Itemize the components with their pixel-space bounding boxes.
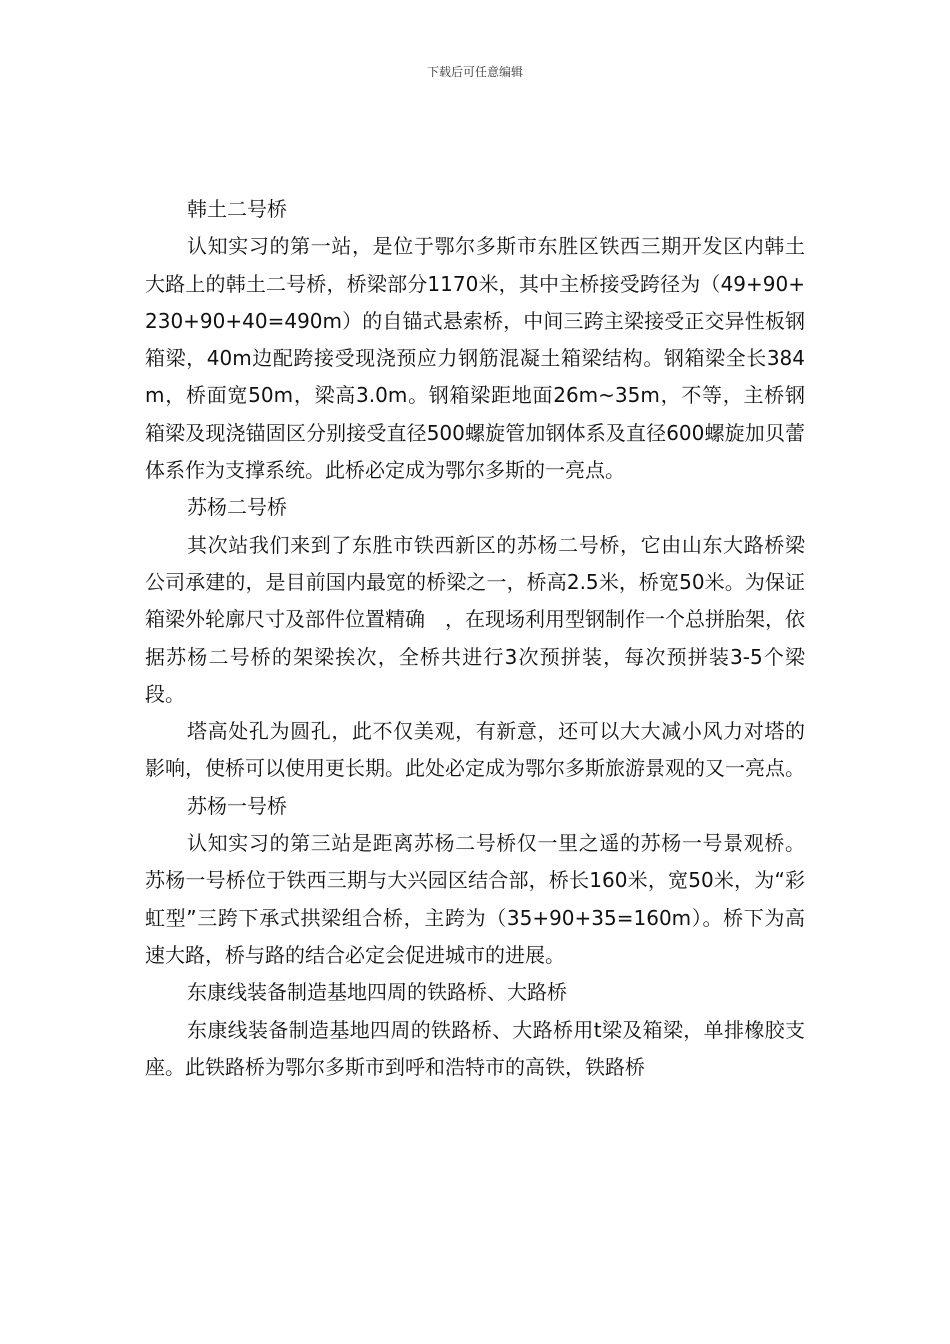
paragraph-hantu-bridge-2: 认知实习的第一站，是位于鄂尔多斯市东胜区铁西三期开发区内韩土大路上的韩土二号桥，桥梁部分1170米，其中主桥接受跨径为（49+90+230+90+40=490m）的自锚式悬索桥，中间三跨主梁接受正交异性板钢箱梁，40m边配跨接受现浇预应力钢筋混凝土箱梁结构。钢箱梁全长384m，桥面宽50m，梁高3.0m。钢箱梁距地面26m~35m，不等，主桥钢箱梁及现浇锚固区分别接受直径500螺旋管加钢体系及直径600螺旋加贝蕾体系作为支撑系统。此桥必定成为鄂尔多斯的一亮点。 <box>145 234 805 483</box>
section-heading-dongkang-bridges: 东康线装备制造基地四周的铁路桥、大路桥 <box>187 980 567 1005</box>
paragraph-suyang-bridge-1: 认知实习的第三站是距离苏杨二号桥仅一里之遥的苏杨一号景观桥。苏杨一号桥位于铁西三期与大兴园区结合部，桥长160米，宽50米，为“彩虹型”三跨下承式拱梁组合桥，主跨为（35+90+35=160m）。桥下为高速大路，桥与路的结合必定会促进城市的进展。 <box>145 831 805 967</box>
paragraph-suyang-bridge-2: 其次站我们来到了东胜市铁西新区的苏杨二号桥，它由山东大路桥梁公司承建的，是目前国内最宽的桥梁之一，桥高2.5米，桥宽50米。为保证箱梁外轮廓尺寸及部件位置精确 ，在现场利用型钢制作一个总拼胎架，依据苏杨二号桥的架梁挨次，全桥共进行3次预拼装，每次预拼装3-5个梁段。 <box>145 532 805 706</box>
section-heading-hantu-bridge-2: 韩土二号桥 <box>187 197 287 221</box>
paragraph-tower-hole: 塔高处孔为圆孔，此不仅美观，有新意，还可以大大减小风力对塔的影响，使桥可以使用更长期。此处必定成为鄂尔多斯旅游景观的又一亮点。 <box>145 719 805 781</box>
document-body <box>145 191 805 1086</box>
section-heading-suyang-bridge-1: 苏杨一号桥 <box>187 793 287 818</box>
section-heading-suyang-bridge-2: 苏杨二号桥 <box>187 495 287 520</box>
paragraph-dongkang-bridges: 东康线装备制造基地四周的铁路桥、大路桥用t梁及箱梁，单排橡胶支座。此铁路桥为鄂尔多斯市到呼和浩特市的高铁，铁路桥 <box>145 1017 805 1079</box>
page-header: 下载后可任意编辑 <box>426 65 523 79</box>
